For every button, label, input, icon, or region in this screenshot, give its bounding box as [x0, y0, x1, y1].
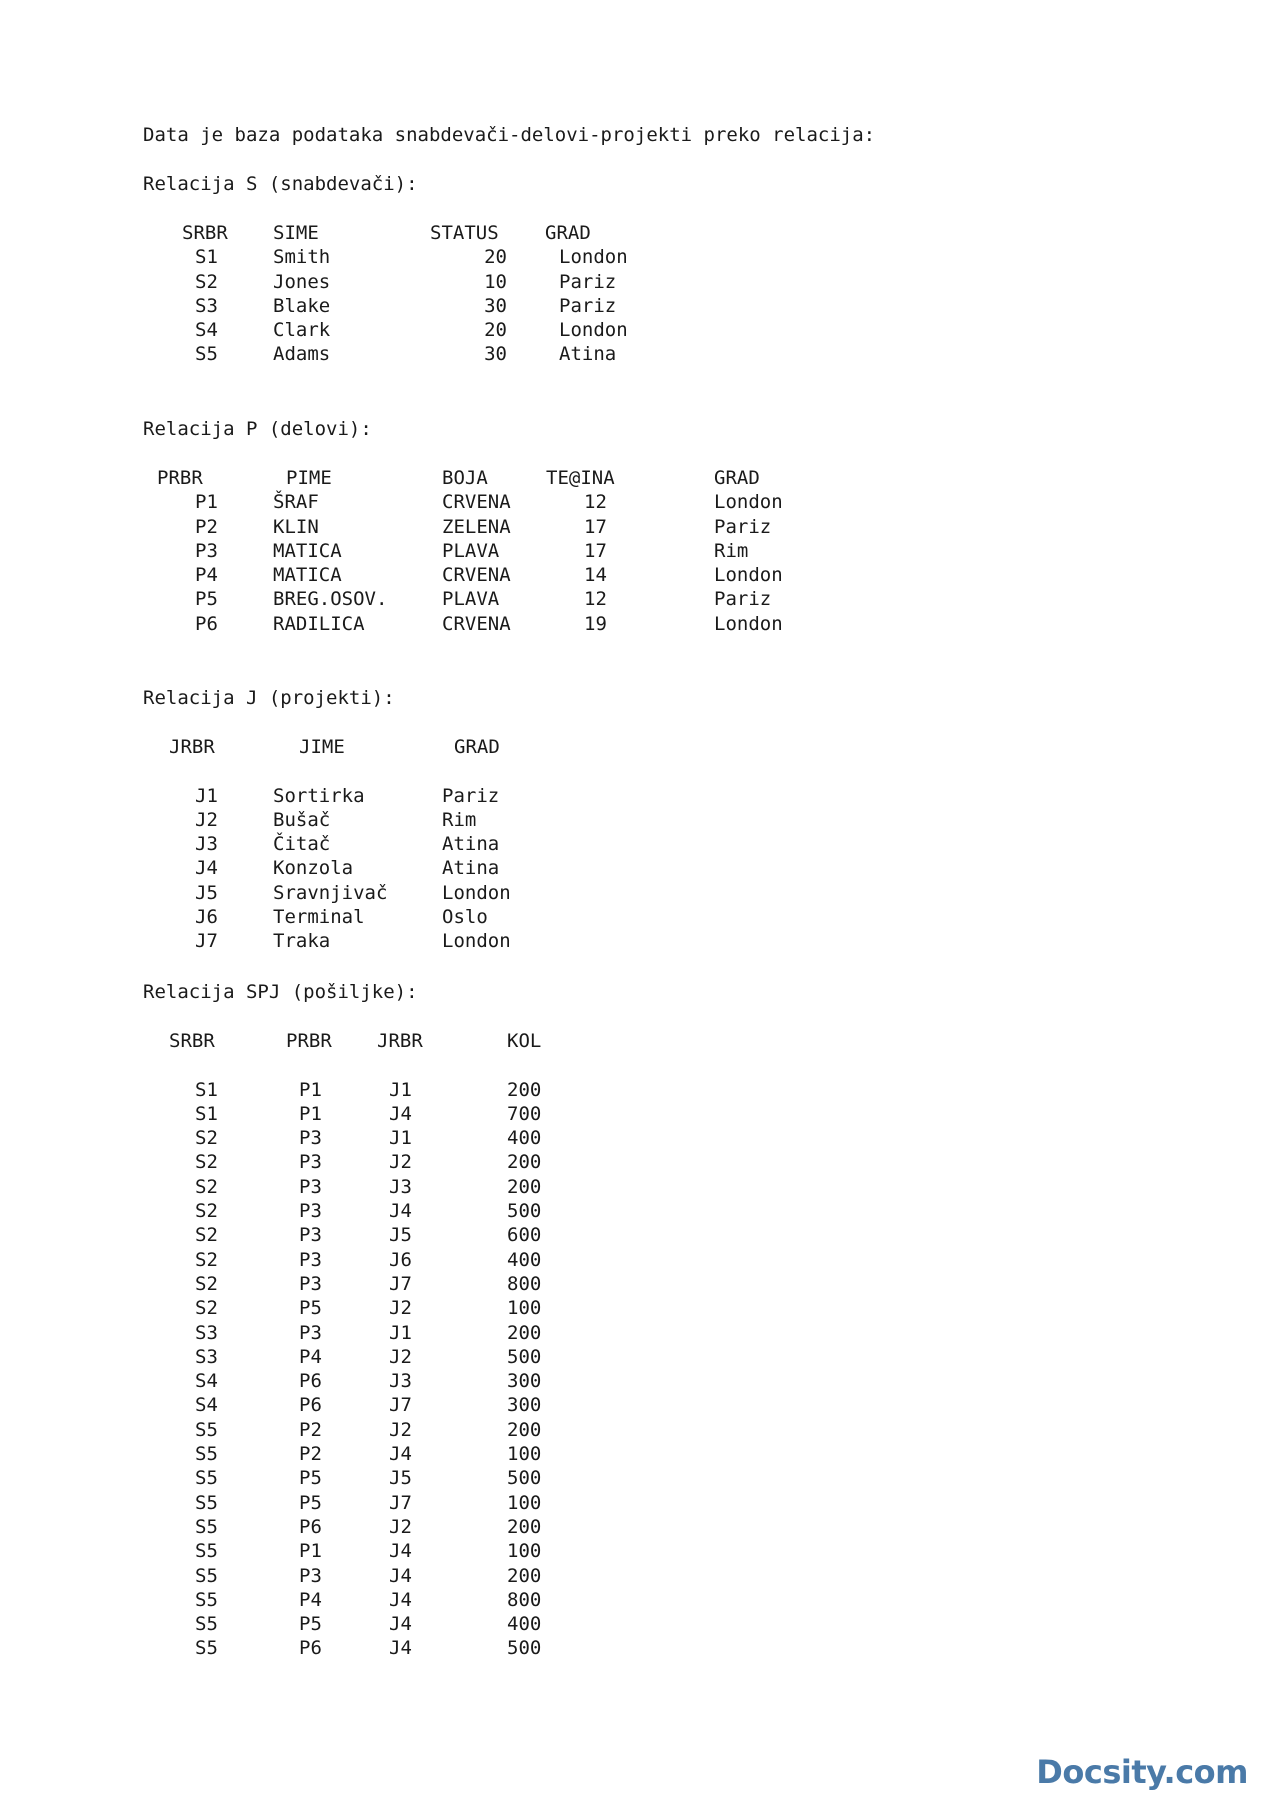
table-cell: RADILICA — [273, 612, 365, 635]
table-cell: P5 — [299, 1613, 322, 1636]
column-header-jrbr: JRBR — [377, 1030, 423, 1052]
table-cell: 400 — [507, 1613, 542, 1636]
relation-spj-title: Relacija SPJ (pošiljke): — [143, 981, 418, 1003]
column-header-prbr: PRBR — [157, 467, 203, 489]
table-cell: 30 — [484, 343, 507, 366]
column-header-teina: TE@INA — [546, 467, 615, 489]
table-cell: Sortirka — [273, 784, 365, 807]
table-cell: Pariz — [714, 515, 772, 538]
table-cell: J1 — [389, 1127, 412, 1150]
table-cell: MATICA — [273, 564, 342, 587]
table-cell: S3 — [195, 1345, 218, 1368]
table-cell: CRVENA — [442, 564, 511, 587]
table-cell: P4 — [299, 1588, 322, 1611]
table-cell: PLAVA — [442, 588, 500, 611]
table-cell: S5 — [195, 1443, 218, 1466]
table-cell: P3 — [299, 1200, 322, 1223]
table-cell: S2 — [195, 1297, 218, 1320]
table-cell: J6 — [389, 1248, 412, 1271]
table-cell: 100 — [507, 1443, 542, 1466]
table-cell: P2 — [299, 1418, 322, 1441]
table-cell: Adams — [273, 343, 331, 366]
table-cell: Rim — [442, 808, 477, 831]
table-cell: Pariz — [559, 294, 617, 317]
table-cell: J6 — [195, 906, 218, 929]
table-cell: S2 — [195, 1272, 218, 1295]
table-cell: P3 — [195, 539, 218, 562]
relation-s-title: Relacija S (snabdevači): — [143, 173, 418, 195]
table-cell: S1 — [195, 1102, 218, 1125]
table-cell: P3 — [299, 1151, 322, 1174]
table-cell: S2 — [195, 1175, 218, 1198]
table-cell: Traka — [273, 930, 331, 953]
table-cell: 19 — [584, 612, 607, 635]
table-cell: 400 — [507, 1248, 542, 1271]
table-cell: P5 — [299, 1297, 322, 1320]
table-cell: Sravnjivač — [273, 881, 388, 904]
table-cell: P4 — [195, 564, 218, 587]
table-cell: J3 — [389, 1175, 412, 1198]
table-cell: J2 — [195, 808, 218, 831]
table-cell: S2 — [195, 1200, 218, 1223]
table-cell: 12 — [584, 491, 607, 514]
table-cell: J5 — [389, 1224, 412, 1247]
table-cell: CRVENA — [442, 612, 511, 635]
table-cell: S5 — [195, 1564, 218, 1587]
column-header-srbr: SRBR — [182, 222, 228, 244]
table-cell: 10 — [484, 270, 507, 293]
column-header-pime: PIME — [286, 467, 332, 489]
table-cell: P5 — [195, 588, 218, 611]
table-cell: P4 — [299, 1345, 322, 1368]
table-cell: J2 — [389, 1515, 412, 1538]
table-cell: Rim — [714, 539, 749, 562]
column-header-jrbr: JRBR — [169, 736, 215, 758]
table-cell: P2 — [299, 1443, 322, 1466]
table-cell: P2 — [195, 515, 218, 538]
table-cell: London — [559, 246, 628, 269]
table-cell: P6 — [299, 1637, 322, 1660]
table-cell: P6 — [195, 612, 218, 635]
table-cell: J4 — [389, 1637, 412, 1660]
table-cell: 800 — [507, 1272, 542, 1295]
table-cell: P3 — [299, 1272, 322, 1295]
table-cell: P3 — [299, 1224, 322, 1247]
table-cell: 100 — [507, 1491, 542, 1514]
table-cell: London — [559, 319, 628, 342]
table-cell: Smith — [273, 246, 331, 269]
table-cell: S1 — [195, 246, 218, 269]
table-cell: 17 — [584, 539, 607, 562]
table-cell: P3 — [299, 1321, 322, 1344]
table-cell: London — [714, 491, 783, 514]
table-cell: 300 — [507, 1370, 542, 1393]
table-cell: J2 — [389, 1345, 412, 1368]
table-cell: 500 — [507, 1345, 542, 1368]
column-header-grad: GRAD — [545, 222, 591, 244]
table-cell: P5 — [299, 1467, 322, 1490]
table-cell: P5 — [299, 1491, 322, 1514]
table-cell: Jones — [273, 270, 331, 293]
column-header-grad: GRAD — [714, 467, 760, 489]
table-cell: P3 — [299, 1248, 322, 1271]
table-cell: KLIN — [273, 515, 319, 538]
table-cell: 14 — [584, 564, 607, 587]
relation-p-title: Relacija P (delovi): — [143, 418, 372, 440]
table-cell: Čitač — [273, 833, 331, 856]
table-cell: London — [714, 612, 783, 635]
table-cell: J4 — [389, 1200, 412, 1223]
table-cell: BREG.OSOV. — [273, 588, 388, 611]
table-cell: 600 — [507, 1224, 542, 1247]
column-header-grad: GRAD — [454, 736, 500, 758]
intro-text: Data je baza podataka snabdevači-delovi-projekti preko relacija: — [143, 124, 876, 146]
table-cell: S3 — [195, 1321, 218, 1344]
table-cell: S5 — [195, 343, 218, 366]
table-cell: S4 — [195, 1394, 218, 1417]
table-cell: J4 — [389, 1102, 412, 1125]
table-cell: Konzola — [273, 857, 354, 880]
column-header-srbr: SRBR — [169, 1030, 215, 1052]
table-cell: 500 — [507, 1467, 542, 1490]
table-cell: 200 — [507, 1078, 542, 1101]
table-cell: S5 — [195, 1588, 218, 1611]
table-cell: 20 — [484, 319, 507, 342]
table-cell: S5 — [195, 1491, 218, 1514]
column-header-sime: SIME — [273, 222, 319, 244]
table-cell: S5 — [195, 1613, 218, 1636]
table-cell: S1 — [195, 1078, 218, 1101]
table-cell: 200 — [507, 1564, 542, 1587]
table-cell: S5 — [195, 1637, 218, 1660]
table-cell: J4 — [389, 1588, 412, 1611]
table-cell: J2 — [389, 1151, 412, 1174]
table-cell: 100 — [507, 1297, 542, 1320]
table-cell: Blake — [273, 294, 331, 317]
table-cell: J4 — [389, 1613, 412, 1636]
table-cell: J7 — [389, 1394, 412, 1417]
table-cell: S4 — [195, 319, 218, 342]
table-cell: 200 — [507, 1418, 542, 1441]
table-cell: Atina — [442, 833, 500, 856]
table-cell: J1 — [389, 1078, 412, 1101]
table-cell: S2 — [195, 1127, 218, 1150]
table-cell: London — [442, 881, 511, 904]
table-cell: 100 — [507, 1540, 542, 1563]
table-cell: J1 — [389, 1321, 412, 1344]
table-cell: J5 — [195, 881, 218, 904]
table-cell: J7 — [195, 930, 218, 953]
table-cell: S5 — [195, 1540, 218, 1563]
table-cell: P3 — [299, 1175, 322, 1198]
table-cell: Pariz — [559, 270, 617, 293]
table-cell: S5 — [195, 1515, 218, 1538]
relation-j-title: Relacija J (projekti): — [143, 687, 395, 709]
table-cell: 17 — [584, 515, 607, 538]
table-cell: J2 — [389, 1297, 412, 1320]
table-cell: J4 — [389, 1443, 412, 1466]
table-cell: 200 — [507, 1151, 542, 1174]
table-cell: 200 — [507, 1321, 542, 1344]
column-header-boja: BOJA — [442, 467, 488, 489]
table-cell: 30 — [484, 294, 507, 317]
table-cell: P1 — [299, 1540, 322, 1563]
table-cell: 20 — [484, 246, 507, 269]
table-cell: Bušač — [273, 808, 331, 831]
table-cell: 200 — [507, 1175, 542, 1198]
table-cell: 200 — [507, 1515, 542, 1538]
table-cell: PLAVA — [442, 539, 500, 562]
table-cell: S3 — [195, 294, 218, 317]
table-cell: S5 — [195, 1418, 218, 1441]
table-cell: P1 — [299, 1078, 322, 1101]
table-cell: P6 — [299, 1370, 322, 1393]
table-cell: P6 — [299, 1394, 322, 1417]
table-cell: CRVENA — [442, 491, 511, 514]
table-cell: P1 — [195, 491, 218, 514]
column-header-jime: JIME — [299, 736, 345, 758]
table-cell: P1 — [299, 1102, 322, 1125]
column-header-prbr: PRBR — [286, 1030, 332, 1052]
table-cell: Pariz — [714, 588, 772, 611]
table-cell: S4 — [195, 1370, 218, 1393]
table-cell: S2 — [195, 270, 218, 293]
table-cell: J3 — [389, 1370, 412, 1393]
table-cell: S2 — [195, 1151, 218, 1174]
table-cell: J5 — [389, 1467, 412, 1490]
column-header-kol: KOL — [507, 1030, 542, 1052]
table-cell: S5 — [195, 1467, 218, 1490]
table-cell: Atina — [559, 343, 617, 366]
table-cell: 500 — [507, 1637, 542, 1660]
table-cell: London — [442, 930, 511, 953]
table-cell: J1 — [195, 784, 218, 807]
table-cell: London — [714, 564, 783, 587]
table-cell: 700 — [507, 1102, 542, 1125]
table-cell: Pariz — [442, 784, 500, 807]
table-cell: Clark — [273, 319, 331, 342]
table-cell: S2 — [195, 1248, 218, 1271]
table-cell: Oslo — [442, 906, 488, 929]
table-cell: P6 — [299, 1515, 322, 1538]
docsity-watermark: Docsity.com — [1036, 1753, 1248, 1791]
table-cell: J2 — [389, 1418, 412, 1441]
column-header-status: STATUS — [430, 222, 499, 244]
table-cell: Atina — [442, 857, 500, 880]
table-cell: ŠRAF — [273, 491, 319, 514]
table-cell: 400 — [507, 1127, 542, 1150]
table-cell: P3 — [299, 1564, 322, 1587]
table-cell: J4 — [195, 857, 218, 880]
table-cell: P3 — [299, 1127, 322, 1150]
table-cell: J4 — [389, 1564, 412, 1587]
table-cell: Terminal — [273, 906, 365, 929]
table-cell: J7 — [389, 1272, 412, 1295]
table-cell: 800 — [507, 1588, 542, 1611]
table-cell: 300 — [507, 1394, 542, 1417]
table-cell: J4 — [389, 1540, 412, 1563]
table-cell: 12 — [584, 588, 607, 611]
table-cell: J7 — [389, 1491, 412, 1514]
table-cell: S2 — [195, 1224, 218, 1247]
table-cell: J3 — [195, 833, 218, 856]
table-cell: MATICA — [273, 539, 342, 562]
table-cell: 500 — [507, 1200, 542, 1223]
table-cell: ZELENA — [442, 515, 511, 538]
